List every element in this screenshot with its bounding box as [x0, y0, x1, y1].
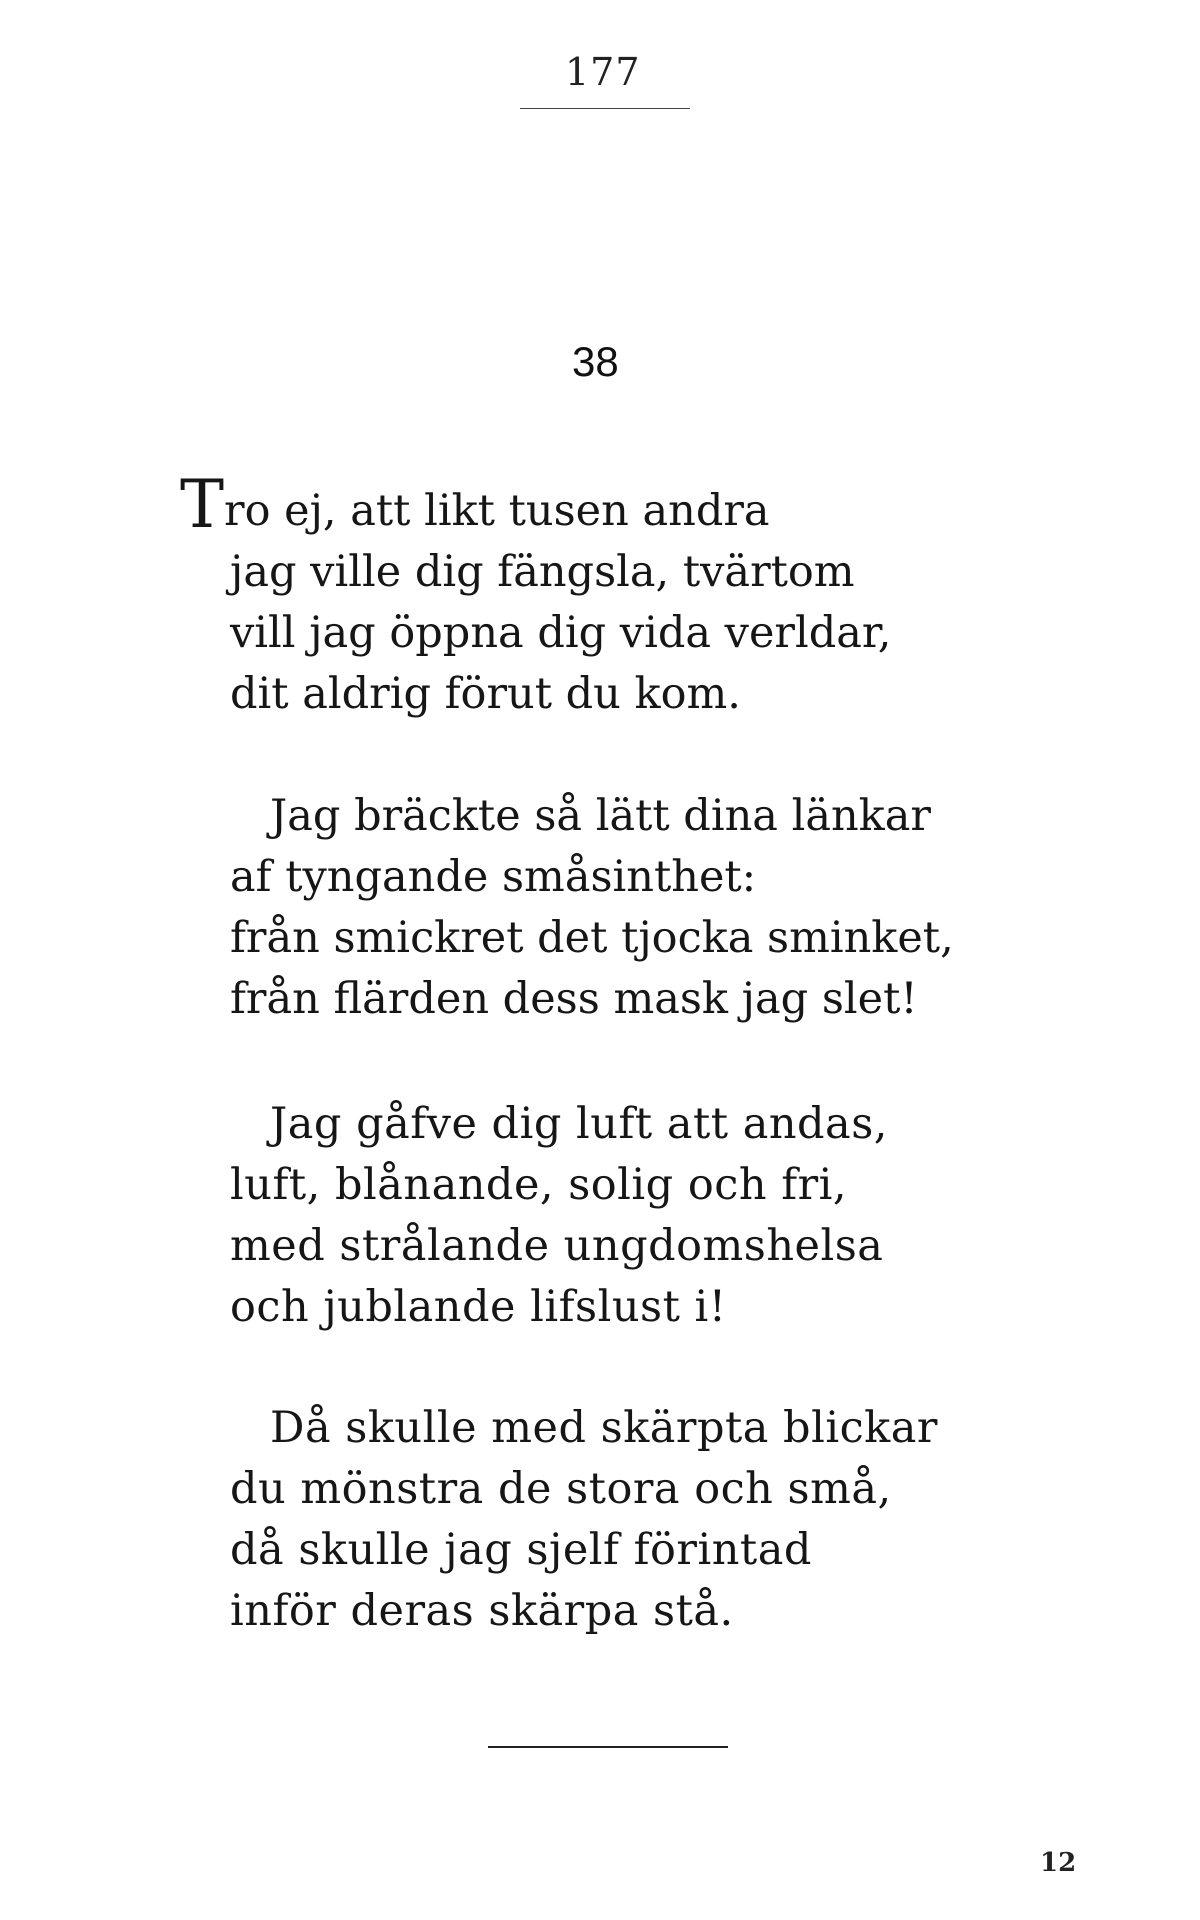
stanza-line: inför deras skärpa stå. [230, 1586, 734, 1636]
stanza-line: Jag gåfve dig luft att andas, [270, 1099, 888, 1149]
stanza-4 [230, 1398, 938, 1642]
stanza-line: från smickret det tjocka sminket, [230, 913, 954, 963]
stanza-line: luft, blånande, solig och fri, [230, 1160, 848, 1210]
stanza-line: af tyngande småsinthet: [230, 852, 757, 902]
end-rule [488, 1746, 728, 1748]
drop-initial: T [180, 466, 225, 543]
stanza-line: från flärden dess mask jag slet! [230, 974, 918, 1024]
stanza-line: Då skulle med skärpta blickar [270, 1403, 938, 1453]
stanza-line: och jublande lifslust i! [230, 1282, 727, 1332]
signature-mark: 12 [1040, 1848, 1077, 1878]
stanza-2 [230, 786, 954, 1030]
stanza-line-text: ro ej, att likt tusen andra [224, 486, 770, 536]
stanza-line: med strålande ungdomshelsa [230, 1221, 884, 1271]
page-number: 177 [565, 50, 641, 94]
stanza-line [180, 466, 891, 543]
stanza-line: vill jag öppna dig vida verldar, [230, 608, 892, 658]
stanza-line: dit aldrig förut du kom. [230, 669, 741, 719]
stanza-line: Jag bräckte så lätt dina länkar [270, 791, 931, 841]
stanza-line: du mönstra de stora och små, [230, 1464, 892, 1514]
page-number-rule [520, 108, 690, 109]
poem-number: 38 [572, 338, 619, 385]
stanza-line: då skulle jag sjelf förintad [230, 1525, 812, 1575]
stanza-line: jag ville dig fängsla, tvärtom [230, 547, 855, 597]
stanza-1 [180, 466, 892, 725]
stanza-3 [230, 1094, 888, 1338]
